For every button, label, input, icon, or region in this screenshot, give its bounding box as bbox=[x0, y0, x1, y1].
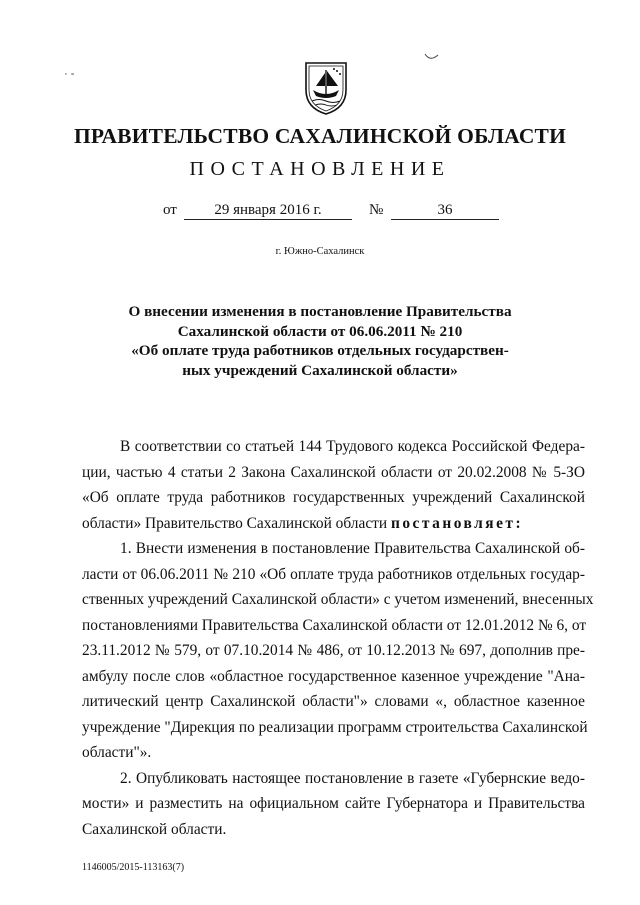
document-kind: ПОСТАНОВЛЕНИЕ bbox=[189, 158, 451, 180]
body-line: ласти от 06.06.2011 № 210 «Об оплате труда работников отдельных государ- bbox=[82, 565, 585, 583]
resolves-word: постановляет: bbox=[390, 514, 524, 532]
body-line: мости» и разместить на официальном сайте Губернатора и Правительства bbox=[82, 795, 585, 812]
number-underline bbox=[391, 219, 499, 220]
body-line bbox=[82, 511, 585, 537]
body-line-text: области» Правительство Сахалинской области bbox=[82, 514, 388, 532]
number-value: 36 bbox=[437, 202, 453, 218]
government-title: ПРАВИТЕЛЬСТВО САХАЛИНСКОЙ ОБЛАСТИ bbox=[73, 124, 567, 148]
subject-line: О внесении изменения в постановление Правительства bbox=[128, 303, 512, 320]
number-label: № bbox=[369, 202, 384, 218]
city-name: г. Южно-Сахалинск bbox=[275, 246, 365, 257]
body-line: «Об оплате труда работников государственных учреждений Сахалинской bbox=[82, 489, 585, 506]
subject-line: «Об оплате труда работников отдельных государствен- bbox=[131, 342, 509, 359]
body-line: учреждение "Дирекция по реализации программ строительства Сахалинской bbox=[82, 718, 588, 736]
body-line: литический центр Сахалинской области"» словами «, областное казенное bbox=[82, 693, 585, 710]
handwritten-check-mark bbox=[424, 52, 440, 65]
body-line: Сахалинской области. bbox=[82, 820, 227, 838]
body-line: постановлениями Правительства Сахалинской области от 12.01.2012 № 6, от bbox=[82, 616, 587, 634]
body-line: области"». bbox=[82, 744, 152, 761]
body-line: 2. Опубликовать настоящее постановление в газете «Губернские ведо- bbox=[120, 769, 585, 787]
scan-artifact-mark: · - bbox=[64, 68, 75, 80]
document-subject bbox=[120, 302, 520, 380]
body-line: амбулу после слов «областное государственное казенное учреждение "Ана- bbox=[82, 667, 585, 685]
body-line: ции, частью 4 статьи 2 Закона Сахалинской области от 20.02.2008 № 5-ЗО bbox=[82, 463, 585, 481]
date-value: 29 января 2016 г. bbox=[214, 202, 322, 218]
document-registration-code: 1146005/2015-113163(7) bbox=[82, 862, 185, 873]
subject-line: Сахалинской области от 06.06.2011 № 210 bbox=[177, 322, 463, 340]
body-line: 1. Внести изменения в постановление Правительства Сахалинской об- bbox=[120, 540, 585, 557]
date-label: от bbox=[163, 202, 177, 218]
subject-line: ных учреждений Сахалинской области» bbox=[182, 361, 458, 379]
body-line: 23.11.2012 № 579, от 07.10.2014 № 486, от 10.12.2013 № 697, дополнив пре- bbox=[82, 642, 585, 659]
body-line: В соответствии со статьей 144 Трудового кодекса Российской Федера- bbox=[120, 438, 585, 455]
date-underline bbox=[184, 219, 352, 220]
document-body bbox=[82, 434, 594, 842]
coat-of-arms-emblem bbox=[303, 60, 349, 116]
body-line: ственных учреждений Сахалинской области» с учетом изменений, внесенных bbox=[82, 591, 594, 608]
